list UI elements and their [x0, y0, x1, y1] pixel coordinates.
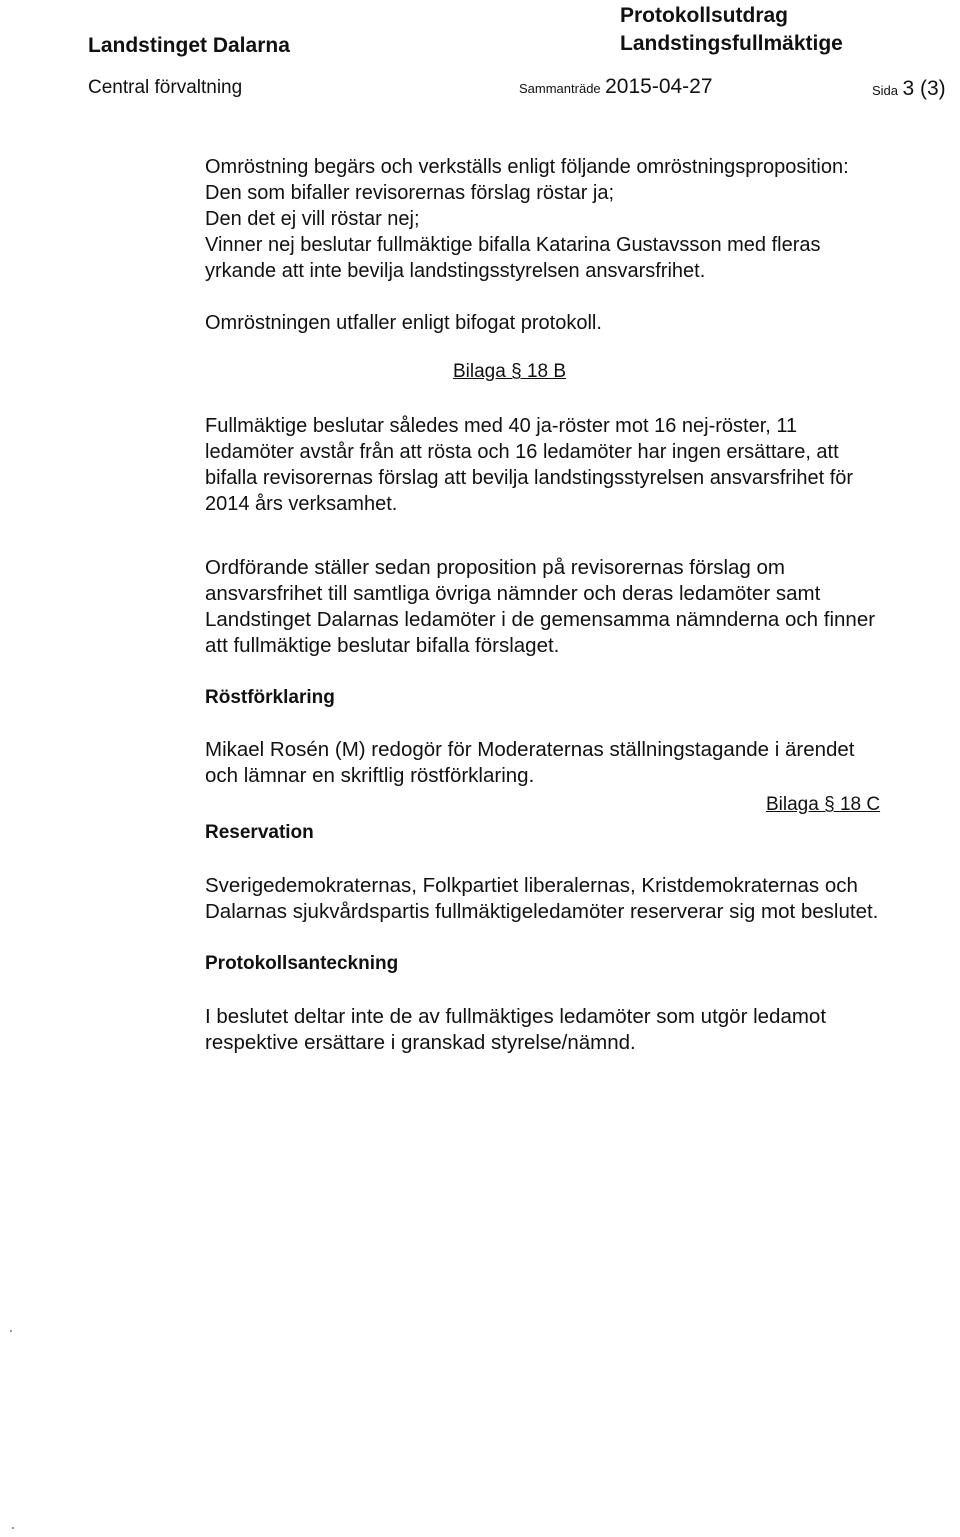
- page-number: 3 (3): [902, 77, 946, 100]
- page-number-block: [872, 77, 946, 101]
- meeting-date: 2015-04-27: [605, 75, 713, 98]
- vote-explanation-line: Mikael Rosén (M) redogör för Moderaternas ställningstagande i ärendet: [205, 738, 855, 761]
- vote-proposition-line: Den som bifaller revisorernas förslag röstar ja;: [205, 182, 615, 204]
- scan-speck: [10, 1330, 12, 1332]
- note-paragraph: [205, 1004, 826, 1056]
- chair-proposition-line: Ordförande ställer sedan proposition på revisorernas förslag om: [205, 556, 785, 579]
- decision-line: Fullmäktige beslutar således med 40 ja-röster mot 16 nej-röster, 11: [205, 415, 798, 437]
- document-type: Protokollsutdrag: [620, 4, 789, 27]
- chair-proposition-line: att fullmäktige beslutar bifalla förslaget.: [205, 634, 560, 657]
- decision-paragraph: [205, 413, 853, 517]
- meeting-label: Sammanträde: [519, 81, 601, 96]
- note-line: I beslutet deltar inte de av fullmäktiges ledamöter som utgör ledamot: [205, 1005, 827, 1028]
- department-name: Central förvaltning: [88, 77, 243, 98]
- decision-line: ledamöter avstår från att rösta och 16 ledamöter har ingen ersättare, att: [205, 441, 839, 463]
- vote-proposition-line: Vinner nej beslutar fullmäktige bifalla Katarina Gustavsson med fleras: [205, 234, 821, 256]
- decision-line: bifalla revisorernas förslag att bevilja landstingsstyrelsen ansvarsfrihet för: [205, 467, 854, 489]
- vote-proposition-line: Omröstning begärs och verkställs enligt följande omröstningsproposition:: [205, 156, 849, 178]
- vote-explanation-heading: Röstförklaring: [205, 687, 335, 708]
- reservation-line: Sverigedemokraternas, Folkpartiet liberalernas, Kristdemokraternas och: [205, 874, 858, 897]
- vote-result: Omröstningen utfaller enligt bifogat protokoll.: [205, 312, 602, 334]
- vote-proposition-line: Den det ej vill röstar nej;: [205, 208, 420, 230]
- vote-explanation-line: och lämnar en skriftlig röstförklaring.: [205, 764, 535, 787]
- reservation-heading: Reservation: [205, 822, 314, 843]
- reservation-paragraph: [205, 873, 878, 925]
- attachment-ref-c: Bilaga § 18 C: [766, 794, 881, 815]
- vote-proposition: [205, 154, 849, 284]
- chair-proposition-paragraph: [205, 555, 875, 659]
- organization-name: Landstinget Dalarna: [88, 34, 290, 57]
- assembly-name: Landstingsfullmäktige: [620, 32, 843, 55]
- page-label: Sida: [872, 83, 899, 98]
- scan-speck: [12, 1527, 14, 1529]
- decision-line: 2014 års verksamhet.: [205, 493, 398, 515]
- chair-proposition-line: Landstinget Dalarnas ledamöter i de gemensamma nämnderna och finner: [205, 608, 876, 631]
- attachment-ref-b: Bilaga § 18 B: [453, 361, 567, 382]
- vote-proposition-line: yrkande att inte bevilja landstingsstyrelsen ansvarsfrihet.: [205, 260, 706, 282]
- note-heading: Protokollsanteckning: [205, 953, 399, 974]
- meeting-date-block: [519, 75, 713, 99]
- chair-proposition-line: ansvarsfrihet till samtliga övriga nämnder och deras ledamöter samt: [205, 582, 821, 605]
- note-line: respektive ersättare i granskad styrelse/nämnd.: [205, 1031, 636, 1054]
- vote-explanation-paragraph: [205, 737, 855, 789]
- reservation-line: Dalarnas sjukvårdspartis fullmäktigeledamöter reserverar sig mot beslutet.: [205, 900, 879, 923]
